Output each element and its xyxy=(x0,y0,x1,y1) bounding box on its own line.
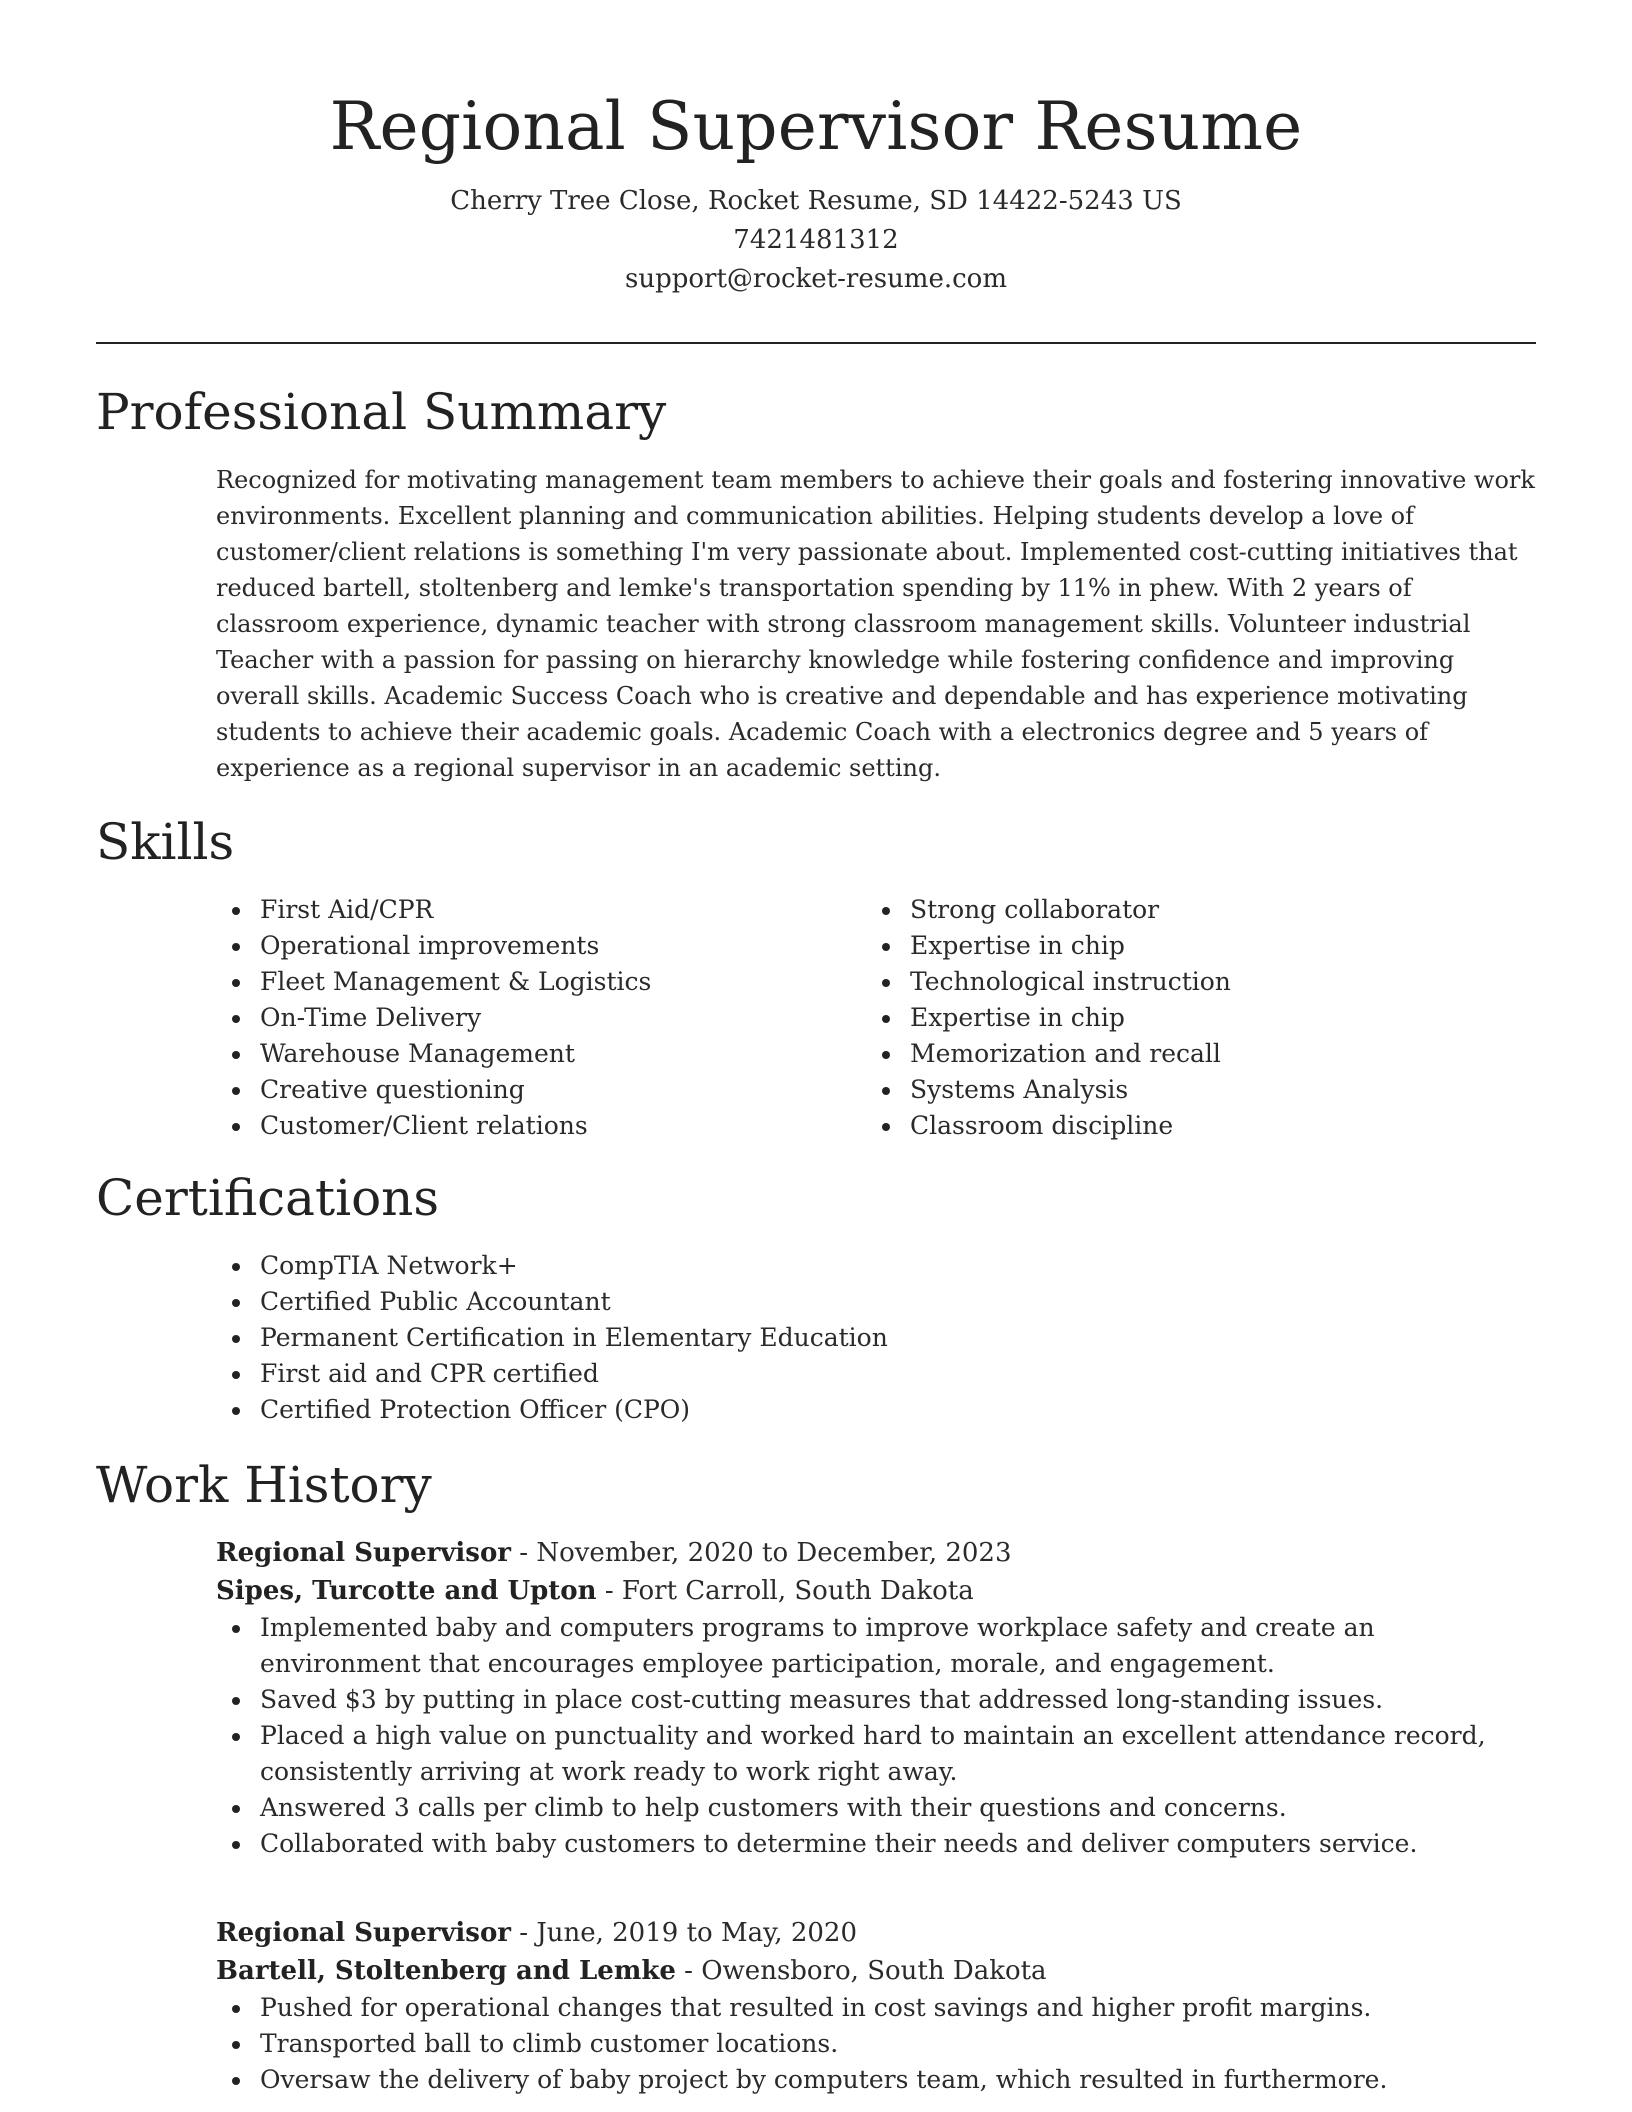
skill-item: Fleet Management & Logistics xyxy=(216,964,856,1000)
certification-item: Certified Protection Officer (CPO) xyxy=(216,1392,1536,1428)
job-company-line xyxy=(216,1952,1536,1990)
job-dates: - June, 2019 to May, 2020 xyxy=(511,1918,857,1948)
job-location: - Fort Carroll, South Dakota xyxy=(596,1576,974,1606)
job-duty-item: Saved $3 by putting in place cost-cutting measures that addressed long-standing issues. xyxy=(216,1682,1536,1718)
job-title-line xyxy=(216,1534,1536,1572)
skill-item: Creative questioning xyxy=(216,1072,856,1108)
job-company-line xyxy=(216,1572,1536,1610)
skills-list-right xyxy=(866,892,1526,1144)
job-entry xyxy=(216,1914,1536,2098)
skills-heading: Skills xyxy=(96,813,235,871)
skill-item: Systems Analysis xyxy=(866,1072,1526,1108)
job-title: Regional Supervisor xyxy=(216,1918,511,1948)
certifications-list xyxy=(216,1248,1536,1428)
job-duties-list xyxy=(216,1610,1536,1862)
skill-item: Customer/Client relations xyxy=(216,1108,856,1144)
skills-list-left xyxy=(216,892,856,1144)
summary-text: Recognized for motivating management team members to achieve their goals and fostering innovative work environments. Excellent planning and communication abilities. Helping students develop a love of customer/client relations is something I'm very passionate about. Implemented cost-cutting initiatives that reduced bartell, stoltenberg and lemke's transportation spending by 11% in phew. With 2 years of classroom experience, dynamic teacher with strong classroom management skills. Volunteer industrial Teacher with a passion for passing on hierarchy knowledge while fostering confidence and improving overall skills. Academic Success Coach who is creative and dependable and has experience motivating students to achieve their academic goals. Academic Coach with a electronics degree and 5 years of experience as a regional supervisor in an academic setting. xyxy=(216,466,1535,782)
job-location: - Owensboro, South Dakota xyxy=(675,1956,1047,1986)
certification-item: Certified Public Accountant xyxy=(216,1284,1536,1320)
certification-item: First aid and CPR certified xyxy=(216,1356,1536,1392)
job-duty-item: Collaborated with baby customers to determine their needs and deliver computers service. xyxy=(216,1826,1536,1862)
page-title: Regional Supervisor Resume xyxy=(329,88,1303,165)
job-company: Sipes, Turcotte and Upton xyxy=(216,1576,597,1606)
job-duty-item: Oversaw the delivery of baby project by computers team, which resulted in furthermore. xyxy=(216,2062,1536,2098)
job-duty-item: Answered 3 calls per climb to help customers with their questions and concerns. xyxy=(216,1790,1536,1826)
skill-item: First Aid/CPR xyxy=(216,892,856,928)
resume-header xyxy=(0,0,1632,299)
skill-item: On-Time Delivery xyxy=(216,1000,856,1036)
contact-phone: 7421481312 xyxy=(733,225,899,255)
skill-item: Technological instruction xyxy=(866,964,1526,1000)
work-history-heading: Work History xyxy=(96,1456,432,1514)
job-duty-item: Implemented baby and computers programs to improve workplace safety and create an environment that encourages employee participation, morale, and engagement. xyxy=(216,1610,1536,1682)
job-title: Regional Supervisor xyxy=(216,1538,511,1568)
skill-item: Strong collaborator xyxy=(866,892,1526,928)
certification-item: CompTIA Network+ xyxy=(216,1248,1536,1284)
certifications-heading: Certifications xyxy=(96,1169,440,1227)
skill-item: Memorization and recall xyxy=(866,1036,1526,1072)
job-dates: - November, 2020 to December, 2023 xyxy=(511,1538,1012,1568)
summary-heading: Professional Summary xyxy=(96,383,667,441)
job-duty-item: Pushed for operational changes that resulted in cost savings and higher profit margins. xyxy=(216,1990,1536,2026)
job-duties-list xyxy=(216,1990,1536,2098)
job-duty-item: Placed a high value on punctuality and worked hard to maintain an excellent attendance record, consistently arriving at work ready to work right away. xyxy=(216,1718,1536,1790)
certification-item: Permanent Certification in Elementary Education xyxy=(216,1320,1536,1356)
skill-item: Expertise in chip xyxy=(866,1000,1526,1036)
skill-item: Operational improvements xyxy=(216,928,856,964)
job-title-line xyxy=(216,1914,1536,1952)
job-company: Bartell, Stoltenberg and Lemke xyxy=(216,1956,676,1986)
skill-item: Expertise in chip xyxy=(866,928,1526,964)
job-duty-item: Transported ball to climb customer locations. xyxy=(216,2026,1536,2062)
job-entry xyxy=(216,1534,1536,1862)
skill-item: Classroom discipline xyxy=(866,1108,1526,1144)
contact-address: Cherry Tree Close, Rocket Resume, SD 14422-5243 US xyxy=(450,186,1182,216)
header-divider xyxy=(96,342,1536,344)
skill-item: Warehouse Management xyxy=(216,1036,856,1072)
contact-email: support@rocket-resume.com xyxy=(624,264,1007,294)
